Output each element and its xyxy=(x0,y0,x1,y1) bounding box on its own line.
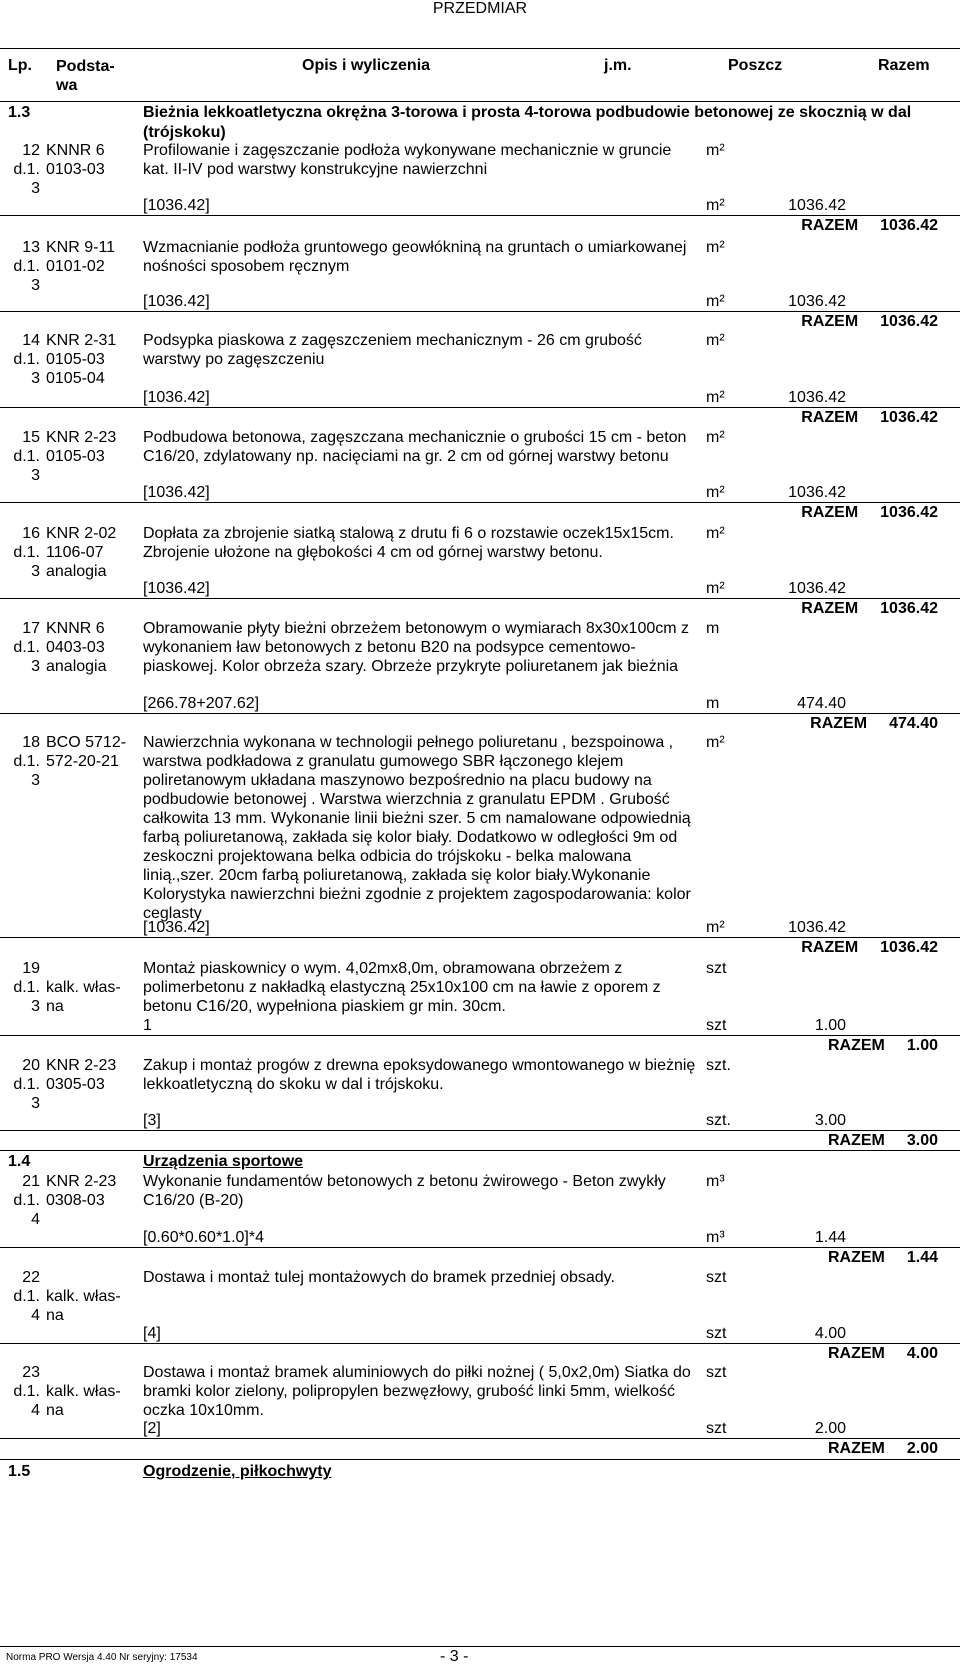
item-unit: m² xyxy=(706,142,725,159)
item-value: 1036.42 xyxy=(788,580,846,597)
razem-value: 1036.42 xyxy=(880,504,938,521)
document-title: PRZEDMIAR xyxy=(432,0,528,17)
item-code: kalk. włas- na xyxy=(46,979,121,1015)
item-calc: [1036.42] xyxy=(143,484,210,501)
item-value: 1036.42 xyxy=(788,919,846,936)
item-calc: [266.78+207.62] xyxy=(143,695,260,712)
item-code: BCO 5712- 572-20-21 xyxy=(46,734,127,770)
razem-label: RAZEM xyxy=(801,600,859,617)
razem-value: 2.00 xyxy=(906,1440,938,1457)
item-code: KNR 9-11 0101-02 xyxy=(46,239,116,275)
item-code: KNR 2-23 0308-03 xyxy=(46,1173,117,1209)
item-razem xyxy=(801,503,938,522)
footer-divider xyxy=(0,1646,960,1647)
item-description: Wykonanie fundamentów betonowych z betonu żwirowego - Beton zwykły C16/20 (B-20) xyxy=(143,1173,666,1209)
section-title: Urządzenia sportowe xyxy=(143,1153,304,1170)
item-calc: [0.60*0.60*1.0]*4 xyxy=(143,1229,264,1246)
item-lp: 16 d.1. 3 xyxy=(13,525,40,580)
item-razem xyxy=(801,216,938,235)
item-code: KNR 2-23 0105-03 xyxy=(46,429,117,465)
item-description: Nawierzchnia wykonana w technologii pełnego poliuretanu , bezspoinowa , warstwa podkładowa z granulatu gumowego SBR łączonego klejem poliretanowym układana maszynowo bezpośrednio na placu budowy na podbudowie betonowej . Warstwa wierzchnia z granulatu EPDM . Grubość całkowita 13 mm. Wykonanie linii bieżni szer. 5 cm namalowane odpowiednią farbą poliuretanową, zakłada się kolor biały. Dodatkowo w odległości 9m od zeskoczni projektowana belka odbicia do trójskoku - belka malowana linią.,szer. 20cm farbą poliuretanową, zakłada się kolor biały.Wykonanie Kolorystyka nawierzchni bieżni zgodnie z projektem zagospodarowania: kolor ceglasty xyxy=(143,734,691,922)
razem-value: 1036.42 xyxy=(880,217,938,234)
item-calc-unit: szt xyxy=(706,1325,727,1342)
header-lp: Lp. xyxy=(8,57,32,74)
item-value: 1036.42 xyxy=(788,293,846,310)
item-value: 2.00 xyxy=(814,1420,846,1437)
item-value: 3.00 xyxy=(814,1112,846,1129)
item-calc: [3] xyxy=(143,1112,161,1129)
item-lp: 21 d.1. 4 xyxy=(13,1173,40,1228)
item-unit: m² xyxy=(706,239,725,256)
item-lp: 15 d.1. 3 xyxy=(13,429,40,484)
razem-value: 474.40 xyxy=(889,715,938,732)
item-description: Zakup i montaż progów z drewna epoksydowanego wmontowanego w bieżnię lekkoatletyczną do skoku w dal i trójskoku. xyxy=(143,1057,696,1093)
item-unit: m² xyxy=(706,332,725,349)
razem-value: 1036.42 xyxy=(880,409,938,426)
item-unit: m xyxy=(706,620,720,637)
item-code: KNR 2-02 1106-07 analogia xyxy=(46,525,117,580)
item-calc-unit: szt. xyxy=(706,1112,731,1129)
item-calc-unit: m xyxy=(706,695,720,712)
divider xyxy=(0,1150,960,1151)
item-description: Dostawa i montaż bramek aluminiowych do piłki nożnej ( 5,0x2,0m) Siatka do bramki kolor zielony, polipropylen bezwęzłowy, grubość linki 5mm, wielkość oczka 10x10mm. xyxy=(143,1364,691,1419)
item-calc-unit: m² xyxy=(706,919,725,936)
item-description: Wzmacnianie podłoża gruntowego geowłókniną na gruntach o umiarkowanej nośności sposobem ręcznym xyxy=(143,239,687,275)
razem-value: 1036.42 xyxy=(880,939,938,956)
footer-software: Norma PRO Wersja 4.40 Nr seryjny: 17534 xyxy=(6,1652,198,1663)
item-calc-unit: m² xyxy=(706,580,725,597)
item-lp: 23 d.1. 4 xyxy=(13,1364,40,1419)
section-number: 1.5 xyxy=(8,1463,31,1480)
header-razem: Razem xyxy=(878,57,930,74)
item-razem xyxy=(828,1439,938,1458)
item-description: Dostawa i montaż tulej montażowych do bramek przedniej obsady. xyxy=(143,1269,615,1286)
header-jm: j.m. xyxy=(604,57,632,74)
razem-label: RAZEM xyxy=(827,1345,885,1362)
divider xyxy=(0,1247,960,1248)
item-calc: [1036.42] xyxy=(143,389,210,406)
section-title: Bieżnia lekkoatletyczna okrężna 3-torowa i prosta 4-torowa podbudowie betonowej ze skocznią w dal (trójskoku) xyxy=(143,104,912,141)
razem-value: 4.00 xyxy=(906,1345,938,1362)
header-poszcz: Poszcz xyxy=(728,57,783,74)
page-number: - 3 - xyxy=(440,1648,469,1665)
item-calc: [1036.42] xyxy=(143,580,210,597)
section-number: 1.4 xyxy=(8,1153,31,1170)
razem-label: RAZEM xyxy=(801,939,859,956)
item-calc-unit: m² xyxy=(706,197,725,214)
item-code: KNR 2-31 0105-03 0105-04 xyxy=(46,332,117,387)
razem-label: RAZEM xyxy=(810,715,868,732)
item-calc: [4] xyxy=(143,1325,161,1342)
razem-value: 1.00 xyxy=(906,1037,938,1054)
razem-label: RAZEM xyxy=(801,504,859,521)
item-value: 1036.42 xyxy=(788,197,846,214)
item-lp: 19 d.1. 3 xyxy=(13,960,40,1015)
item-lp: 14 d.1. 3 xyxy=(13,332,40,387)
razem-label: RAZEM xyxy=(801,217,859,234)
item-value: 1036.42 xyxy=(788,389,846,406)
item-value: 4.00 xyxy=(814,1325,846,1342)
item-razem xyxy=(828,1036,938,1055)
header-podstawa: Podsta- wa xyxy=(56,58,115,94)
divider xyxy=(0,1035,960,1036)
item-calc: [1036.42] xyxy=(143,293,210,310)
item-value: 1.44 xyxy=(814,1229,846,1246)
section-number: 1.3 xyxy=(8,104,31,121)
item-calc-unit: m² xyxy=(706,389,725,406)
divider xyxy=(0,1438,960,1439)
razem-value: 1036.42 xyxy=(880,600,938,617)
item-calc-unit: m² xyxy=(706,293,725,310)
item-razem xyxy=(828,1131,938,1150)
item-calc: [2] xyxy=(143,1420,161,1437)
item-code: KNR 2-23 0305-03 xyxy=(46,1057,117,1093)
item-description: Podsypka piaskowa z zagęszczeniem mechanicznym - 26 cm grubość warstwy po zagęszczeniu xyxy=(143,332,642,368)
item-code: kalk. włas- na xyxy=(46,1288,121,1324)
item-description: Profilowanie i zagęszczanie podłoża wykonywane mechanicznie w gruncie kat. II-IV pod warstwy konstrukcyjne nawierzchni xyxy=(143,142,672,178)
item-unit: szt xyxy=(706,1364,727,1381)
item-calc: [1036.42] xyxy=(143,919,210,936)
item-description: Podbudowa betonowa, zagęszczana mechanicznie o grubości 15 cm - beton C16/20, zdylatowany np. nacięciami na gr. 2 cm od górnej warstwy betonu xyxy=(143,429,687,465)
item-unit: m² xyxy=(706,734,725,751)
item-razem xyxy=(801,599,938,618)
header-opis: Opis i wyliczenia xyxy=(302,57,431,74)
item-code: KNNR 6 0403-03 analogia xyxy=(46,620,107,675)
divider xyxy=(0,1130,960,1131)
razem-label: RAZEM xyxy=(827,1132,885,1149)
item-calc-unit: m² xyxy=(706,484,725,501)
item-razem xyxy=(828,1248,938,1267)
razem-label: RAZEM xyxy=(827,1440,885,1457)
item-calc-unit: szt xyxy=(706,1420,727,1437)
razem-label: RAZEM xyxy=(827,1249,885,1266)
item-unit: m² xyxy=(706,525,725,542)
item-lp: 22 d.1. 4 xyxy=(13,1269,40,1324)
item-value: 474.40 xyxy=(797,695,846,712)
item-razem xyxy=(828,1344,938,1363)
razem-value: 1.44 xyxy=(906,1249,938,1266)
item-razem xyxy=(801,408,938,427)
item-lp: 12 d.1. 3 xyxy=(13,142,40,197)
item-code: KNNR 6 0103-03 xyxy=(46,142,105,178)
item-calc: [1036.42] xyxy=(143,197,210,214)
item-calc: 1 xyxy=(143,1017,152,1034)
item-unit: m² xyxy=(706,429,725,446)
item-lp: 13 d.1. 3 xyxy=(13,239,40,294)
item-lp: 20 d.1. 3 xyxy=(13,1057,40,1112)
item-value: 1.00 xyxy=(814,1017,846,1034)
item-unit: szt. xyxy=(706,1057,731,1074)
divider xyxy=(0,1343,960,1344)
item-lp: 18 d.1. 3 xyxy=(13,734,40,789)
item-lp: 17 d.1. 3 xyxy=(13,620,40,675)
item-calc-unit: szt xyxy=(706,1017,727,1034)
item-razem xyxy=(801,938,938,957)
item-razem xyxy=(801,312,938,331)
divider xyxy=(0,1459,960,1460)
razem-label: RAZEM xyxy=(801,313,859,330)
item-calc-unit: m³ xyxy=(706,1229,725,1246)
item-description: Dopłata za zbrojenie siatką stalową z drutu fi 6 o rozstawie oczek15x15cm. Zbrojenie ułożone na głębokości 4 cm od górnej warstwy betonu. xyxy=(143,525,674,561)
item-unit: szt xyxy=(706,1269,727,1286)
item-unit: m³ xyxy=(706,1173,725,1190)
item-value: 1036.42 xyxy=(788,484,846,501)
table-header xyxy=(0,48,960,102)
item-razem xyxy=(810,714,938,733)
razem-value: 3.00 xyxy=(906,1132,938,1149)
razem-value: 1036.42 xyxy=(880,313,938,330)
item-code: kalk. włas- na xyxy=(46,1383,121,1419)
section-title: Ogrodzenie, piłkochwyty xyxy=(143,1463,332,1480)
item-description: Montaż piaskownicy o wym. 4,02mx8,0m, obramowana obrzeżem z polimerbetonu z nakładką elastyczną 25x10x100 cm na ławie z oporem z betonu C16/20, wypełniona piaskiem gr min. 30cm. xyxy=(143,960,661,1015)
razem-label: RAZEM xyxy=(801,409,859,426)
item-description: Obramowanie płyty bieżni obrzeżem betonowym o wymiarach 8x30x100cm z wykonaniem ław betonowych z betonu B20 na podsypce cementowo-piaskowej. Kolor obrzeża szary. Obrzeże przykryte poliuretanem jak bieżnia xyxy=(143,620,690,675)
razem-label: RAZEM xyxy=(827,1037,885,1054)
item-unit: szt xyxy=(706,960,727,977)
